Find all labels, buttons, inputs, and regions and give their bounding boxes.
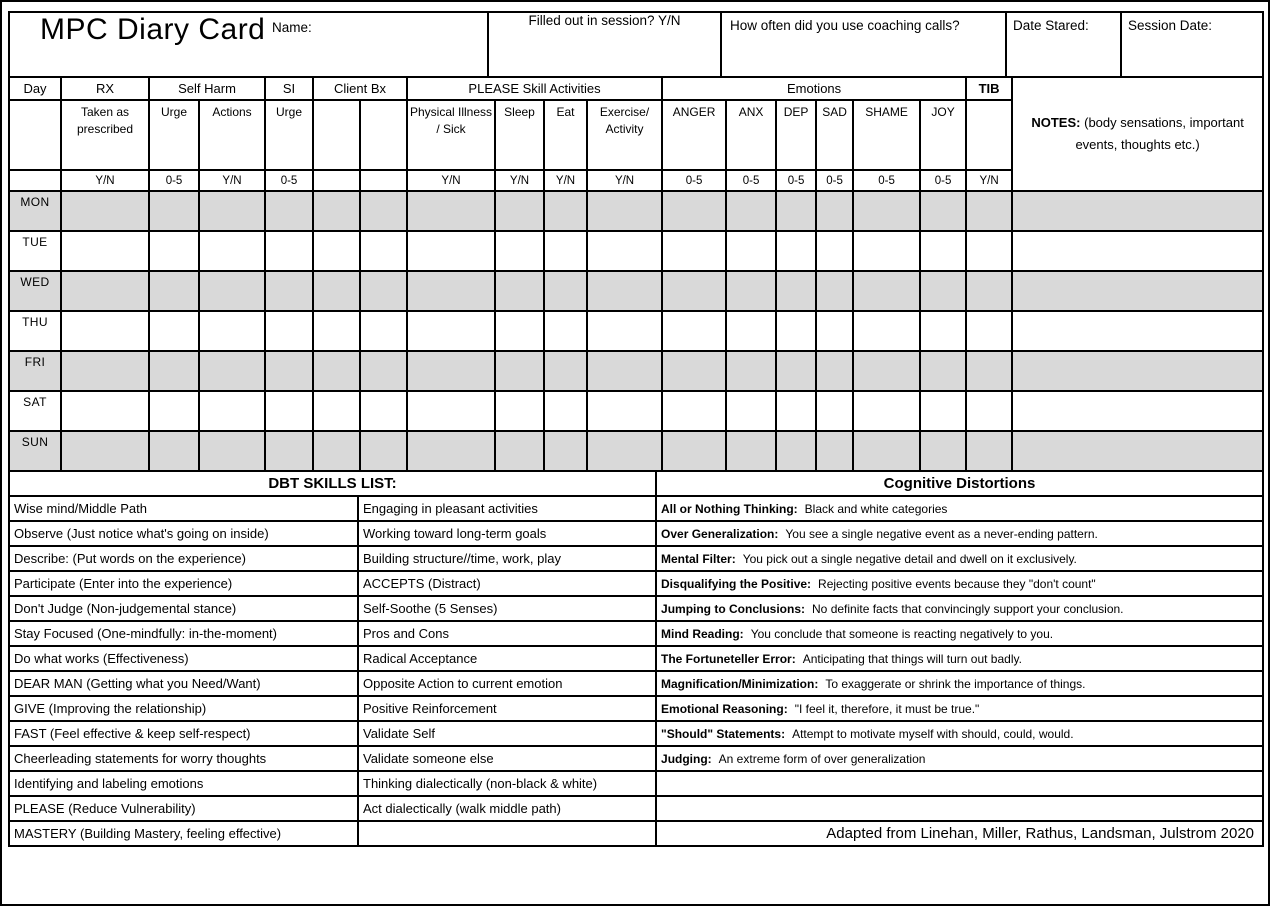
skill-item-col1: GIVE (Improving the relationship): [9, 696, 358, 721]
distortion-term: "Should" Statements:: [661, 726, 786, 741]
entry-cell: [966, 351, 1012, 391]
entry-cell: [199, 231, 265, 271]
skills-row: [9, 796, 1263, 821]
entry-cell: [816, 231, 853, 271]
entry-cell: [199, 431, 265, 471]
entry-cell: [853, 231, 920, 271]
coaching-calls-label: How often did you use coaching calls?: [721, 12, 1006, 77]
entry-cell: [853, 351, 920, 391]
entry-cell: [61, 351, 149, 391]
day-label-wed: WED: [9, 271, 61, 311]
skills-distortions-table: [8, 470, 1264, 847]
scale-physical: Y/N: [407, 170, 495, 191]
notes-hint: (body sensations, important events, thoughts etc.): [1075, 114, 1244, 152]
day-label-tue: TUE: [9, 231, 61, 271]
skill-item-col1: Stay Focused (One-mindfully: in-the-moment): [9, 621, 358, 646]
skill-item-col2: ACCEPTS (Distract): [358, 571, 656, 596]
sub-header-exercise: Exercise/ Activity: [587, 100, 662, 170]
distortion-item: [656, 571, 1263, 596]
entry-cell: [776, 231, 816, 271]
entry-cell: [495, 311, 544, 351]
entry-cell: [662, 231, 726, 271]
scale-self-harm-actions: Y/N: [199, 170, 265, 191]
entry-cell: [587, 391, 662, 431]
entry-cell: [920, 311, 966, 351]
scale-dep: 0-5: [776, 170, 816, 191]
entry-cell: [360, 311, 407, 351]
distortion-item: [656, 696, 1263, 721]
distortion-desc: You see a single negative event as a never-ending pattern.: [785, 526, 1098, 541]
distortion-item: [656, 746, 1263, 771]
distortion-item: [656, 546, 1263, 571]
entry-cell: [495, 391, 544, 431]
skill-item-col1: Wise mind/Middle Path: [9, 496, 358, 521]
entry-cell: [199, 311, 265, 351]
skill-item-col2: Building structure//time, work, play: [358, 546, 656, 571]
notes-entry-cell: [1012, 311, 1263, 351]
page-title: MPC Diary Card: [40, 13, 266, 46]
col-header-rx: RX: [61, 77, 149, 100]
scale-anger: 0-5: [662, 170, 726, 191]
scale-sleep: Y/N: [495, 170, 544, 191]
distortion-desc: To exaggerate or shrink the importance of things.: [825, 676, 1086, 691]
distortion-term: Judging:: [661, 751, 712, 766]
skills-row: [9, 571, 1263, 596]
entry-cell: [495, 271, 544, 311]
header-band: [8, 11, 1264, 78]
distortion-desc: You conclude that someone is reacting negatively to you.: [750, 626, 1054, 641]
notes-label: NOTES:: [1031, 114, 1081, 130]
entry-cell: [662, 351, 726, 391]
entry-cell: [360, 191, 407, 231]
entry-cell: [61, 431, 149, 471]
entry-cell: [776, 351, 816, 391]
skill-item-col2: Working toward long-term goals: [358, 521, 656, 546]
entry-cell: [199, 351, 265, 391]
entry-cell: [61, 311, 149, 351]
entry-cell: [313, 231, 360, 271]
entry-cell: [587, 311, 662, 351]
entry-cell: [199, 391, 265, 431]
sub-header-physical: Physical Illness / Sick: [407, 100, 495, 170]
attribution: Adapted from Linehan, Miller, Rathus, Landsman, Julstrom 2020: [656, 821, 1263, 846]
entry-cell: [662, 391, 726, 431]
notes-entry-cell: [1012, 191, 1263, 231]
scale-eat: Y/N: [544, 170, 587, 191]
group-header-row: [9, 77, 1263, 100]
sub-header-dep: DEP: [776, 100, 816, 170]
scale-sad: 0-5: [816, 170, 853, 191]
distortion-desc: Black and white categories: [804, 501, 948, 516]
entry-cell: [920, 431, 966, 471]
entry-cell: [360, 231, 407, 271]
skill-item-col2: Engaging in pleasant activities: [358, 496, 656, 521]
skills-row: [9, 621, 1263, 646]
skill-item-col2: Radical Acceptance: [358, 646, 656, 671]
entry-cell: [407, 231, 495, 271]
entry-cell: [966, 431, 1012, 471]
entry-cell: [816, 351, 853, 391]
distortion-term: Over Generalization:: [661, 526, 779, 541]
filled-out-label: Filled out in session? Y/N: [488, 12, 721, 77]
entry-cell: [61, 391, 149, 431]
entry-cell: [726, 271, 776, 311]
sub-header-self-harm-urge: Urge: [149, 100, 199, 170]
entry-cell: [544, 231, 587, 271]
entry-cell: [495, 351, 544, 391]
skills-row: [9, 521, 1263, 546]
scale-client-bx-2: [360, 170, 407, 191]
notes-entry-cell: [1012, 431, 1263, 471]
notes-entry-cell: [1012, 391, 1263, 431]
entry-cell: [966, 391, 1012, 431]
title-cell: [9, 12, 488, 77]
entry-cell: [726, 311, 776, 351]
skill-item-col1: Participate (Enter into the experience): [9, 571, 358, 596]
skills-row: [9, 596, 1263, 621]
skills-row: [9, 721, 1263, 746]
entry-cell: [495, 231, 544, 271]
sub-header-day-blank: [9, 100, 61, 170]
entry-cell: [776, 191, 816, 231]
distortion-item-empty: [656, 796, 1263, 821]
entry-cell: [853, 311, 920, 351]
day-label-fri: FRI: [9, 351, 61, 391]
entry-cell: [966, 231, 1012, 271]
entry-cell: [853, 431, 920, 471]
distortion-item: [656, 496, 1263, 521]
entry-cell: [265, 191, 313, 231]
sub-header-client-bx-1: [313, 100, 360, 170]
entry-cell: [920, 351, 966, 391]
skill-item-col2: Validate Self: [358, 721, 656, 746]
skill-item-col2: Thinking dialectically (non-black & white): [358, 771, 656, 796]
distortion-desc: You pick out a single negative detail and dwell on it exclusively.: [742, 551, 1077, 566]
day-label-sun: SUN: [9, 431, 61, 471]
scale-tib: Y/N: [966, 170, 1012, 191]
sub-header-sleep: Sleep: [495, 100, 544, 170]
entry-cell: [587, 431, 662, 471]
entry-cell: [966, 311, 1012, 351]
skill-item-col2: [358, 821, 656, 846]
distortion-desc: "I feel it, therefore, it must be true.": [794, 701, 980, 716]
entry-cell: [776, 311, 816, 351]
entry-cell: [920, 191, 966, 231]
skill-item-col2: Validate someone else: [358, 746, 656, 771]
entry-cell: [61, 231, 149, 271]
entry-cell: [495, 191, 544, 231]
entry-cell: [313, 191, 360, 231]
skill-item-col2: Pros and Cons: [358, 621, 656, 646]
sub-header-client-bx-2: [360, 100, 407, 170]
entry-cell: [853, 191, 920, 231]
entry-cell: [544, 351, 587, 391]
col-header-self-harm: Self Harm: [149, 77, 265, 100]
entry-cell: [920, 231, 966, 271]
entry-cell: [199, 191, 265, 231]
sub-header-joy: JOY: [920, 100, 966, 170]
scale-anx: 0-5: [726, 170, 776, 191]
entry-cell: [662, 191, 726, 231]
distortion-item: [656, 521, 1263, 546]
day-label-mon: MON: [9, 191, 61, 231]
entry-cell: [662, 431, 726, 471]
distortion-term: Disqualifying the Positive:: [661, 576, 812, 591]
entry-cell: [149, 391, 199, 431]
entry-cell: [726, 351, 776, 391]
day-row: [9, 391, 1263, 431]
day-row: [9, 431, 1263, 471]
entry-cell: [587, 191, 662, 231]
skills-row: [9, 496, 1263, 521]
col-header-please: PLEASE Skill Activities: [407, 77, 662, 100]
entry-cell: [726, 231, 776, 271]
distortion-term: Magnification/Minimization:: [661, 676, 819, 691]
skill-item-col1: DEAR MAN (Getting what you Need/Want): [9, 671, 358, 696]
skill-item-col1: Observe (Just notice what's going on inside): [9, 521, 358, 546]
distortion-item-empty: [656, 771, 1263, 796]
entry-cell: [61, 191, 149, 231]
skills-rows: [9, 496, 1263, 846]
skill-item-col1: Cheerleading statements for worry thoughts: [9, 746, 358, 771]
col-header-day: Day: [9, 77, 61, 100]
scale-rx: Y/N: [61, 170, 149, 191]
distortion-item: [656, 646, 1263, 671]
sub-header-sad: SAD: [816, 100, 853, 170]
entry-cell: [407, 271, 495, 311]
entry-cell: [313, 271, 360, 311]
distortion-item: [656, 596, 1263, 621]
diary-table: [8, 76, 1264, 472]
skills-row: [9, 746, 1263, 771]
distortion-term: Mind Reading:: [661, 626, 744, 641]
entry-cell: [495, 431, 544, 471]
entry-cell: [360, 431, 407, 471]
day-row: [9, 351, 1263, 391]
entry-cell: [149, 271, 199, 311]
cognitive-distortions-header: Cognitive Distortions: [656, 471, 1263, 496]
entry-cell: [149, 231, 199, 271]
scale-self-harm-urge: 0-5: [149, 170, 199, 191]
entry-cell: [544, 391, 587, 431]
distortion-desc: Attempt to motivate myself with should, could, would.: [792, 726, 1074, 741]
day-rows: [9, 191, 1263, 471]
skill-item-col1: Describe: (Put words on the experience): [9, 546, 358, 571]
entry-cell: [149, 191, 199, 231]
entry-cell: [920, 271, 966, 311]
scale-si-urge: 0-5: [265, 170, 313, 191]
entry-cell: [313, 311, 360, 351]
distortion-term: Jumping to Conclusions:: [661, 601, 806, 616]
entry-cell: [776, 391, 816, 431]
distortion-item: [656, 721, 1263, 746]
skills-row: [9, 671, 1263, 696]
col-header-tib: TIB: [966, 77, 1012, 100]
day-row: [9, 271, 1263, 311]
day-label-thu: THU: [9, 311, 61, 351]
entry-cell: [726, 391, 776, 431]
day-row: [9, 231, 1263, 271]
entry-cell: [265, 351, 313, 391]
skill-item-col1: Don't Judge (Non-judgemental stance): [9, 596, 358, 621]
entry-cell: [726, 431, 776, 471]
notes-header-cell: [1012, 77, 1263, 191]
entry-cell: [360, 391, 407, 431]
col-header-si: SI: [265, 77, 313, 100]
notes-entry-cell: [1012, 271, 1263, 311]
distortion-desc: No definite facts that convincingly support your conclusion.: [812, 601, 1124, 616]
entry-cell: [587, 231, 662, 271]
sub-header-anger: ANGER: [662, 100, 726, 170]
entry-cell: [407, 351, 495, 391]
skill-item-col1: PLEASE (Reduce Vulnerability): [9, 796, 358, 821]
entry-cell: [313, 391, 360, 431]
entry-cell: [726, 191, 776, 231]
entry-cell: [313, 431, 360, 471]
distortion-item: [656, 671, 1263, 696]
entry-cell: [587, 271, 662, 311]
skill-item-col2: Positive Reinforcement: [358, 696, 656, 721]
sub-header-si-urge: Urge: [265, 100, 313, 170]
notes-entry-cell: [1012, 231, 1263, 271]
date-started-label: Date Stared:: [1006, 12, 1121, 77]
day-row: [9, 311, 1263, 351]
entry-cell: [816, 311, 853, 351]
entry-cell: [265, 231, 313, 271]
entry-cell: [544, 431, 587, 471]
entry-cell: [265, 391, 313, 431]
entry-cell: [776, 431, 816, 471]
entry-cell: [662, 311, 726, 351]
scale-exercise: Y/N: [587, 170, 662, 191]
sub-header-eat: Eat: [544, 100, 587, 170]
scale-shame: 0-5: [853, 170, 920, 191]
distortion-term: Emotional Reasoning:: [661, 701, 788, 716]
entry-cell: [407, 391, 495, 431]
entry-cell: [662, 271, 726, 311]
skills-list-header: DBT SKILLS LIST:: [9, 471, 656, 496]
distortion-desc: An extreme form of over generalization: [718, 751, 926, 766]
entry-cell: [199, 271, 265, 311]
entry-cell: [966, 191, 1012, 231]
notes-entry-cell: [1012, 351, 1263, 391]
entry-cell: [61, 271, 149, 311]
session-date-label: Session Date:: [1121, 12, 1263, 77]
entry-cell: [853, 271, 920, 311]
skill-item-col1: FAST (Feel effective & keep self-respect): [9, 721, 358, 746]
col-header-emotions: Emotions: [662, 77, 966, 100]
distortion-desc: Rejecting positive events because they "don't count": [818, 576, 1096, 591]
skill-item-col2: Act dialectically (walk middle path): [358, 796, 656, 821]
entry-cell: [407, 431, 495, 471]
skill-item-col1: Identifying and labeling emotions: [9, 771, 358, 796]
day-label-sat: SAT: [9, 391, 61, 431]
entry-cell: [816, 391, 853, 431]
skills-row: [9, 771, 1263, 796]
entry-cell: [587, 351, 662, 391]
skills-row: [9, 546, 1263, 571]
skills-row: [9, 646, 1263, 671]
entry-cell: [544, 271, 587, 311]
skills-row: [9, 821, 1263, 846]
scale-client-bx-1: [313, 170, 360, 191]
distortion-item: [656, 621, 1263, 646]
entry-cell: [407, 191, 495, 231]
sub-header-anx: ANX: [726, 100, 776, 170]
sub-header-rx: Taken as prescribed: [61, 100, 149, 170]
skill-item-col1: MASTERY (Building Mastery, feeling effective): [9, 821, 358, 846]
scale-joy: 0-5: [920, 170, 966, 191]
col-header-client-bx: Client Bx: [313, 77, 407, 100]
skill-item-col2: Opposite Action to current emotion: [358, 671, 656, 696]
entry-cell: [265, 431, 313, 471]
distortion-term: All or Nothing Thinking:: [661, 501, 798, 516]
sub-header-tib-blank: [966, 100, 1012, 170]
sub-header-self-harm-actions: Actions: [199, 100, 265, 170]
entry-cell: [265, 271, 313, 311]
distortion-term: The Fortuneteller Error:: [661, 651, 796, 666]
entry-cell: [360, 351, 407, 391]
entry-cell: [407, 311, 495, 351]
name-field-label: Name:: [272, 20, 312, 35]
entry-cell: [816, 191, 853, 231]
entry-cell: [776, 271, 816, 311]
sub-header-shame: SHAME: [853, 100, 920, 170]
skills-row: [9, 696, 1263, 721]
entry-cell: [149, 431, 199, 471]
scale-day-blank: [9, 170, 61, 191]
section-header-row: [9, 471, 1263, 496]
entry-cell: [966, 271, 1012, 311]
entry-cell: [149, 311, 199, 351]
entry-cell: [816, 271, 853, 311]
entry-cell: [544, 191, 587, 231]
entry-cell: [853, 391, 920, 431]
distortion-term: Mental Filter:: [661, 551, 736, 566]
entry-cell: [360, 271, 407, 311]
entry-cell: [816, 431, 853, 471]
skill-item-col2: Self-Soothe (5 Senses): [358, 596, 656, 621]
entry-cell: [149, 351, 199, 391]
entry-cell: [920, 391, 966, 431]
day-row: [9, 191, 1263, 231]
distortion-desc: Anticipating that things will turn out badly.: [802, 651, 1022, 666]
skill-item-col1: Do what works (Effectiveness): [9, 646, 358, 671]
entry-cell: [313, 351, 360, 391]
entry-cell: [265, 311, 313, 351]
entry-cell: [544, 311, 587, 351]
